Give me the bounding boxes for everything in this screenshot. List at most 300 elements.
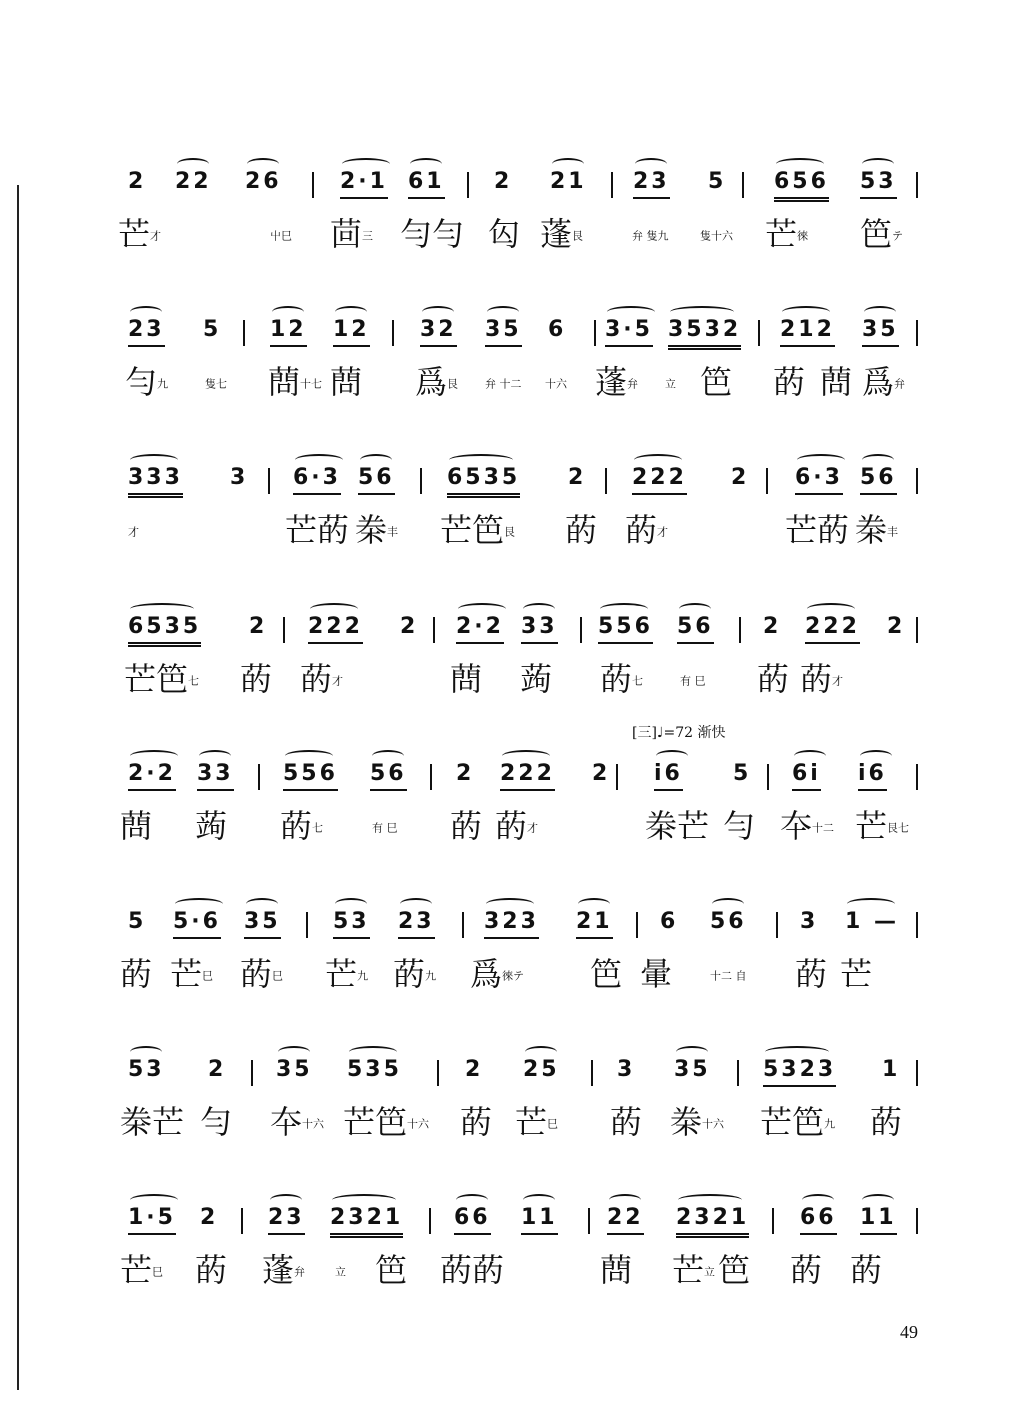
- tablature-glyph: 菂: [565, 511, 598, 549]
- slur-mark: [456, 1194, 488, 1206]
- tablature-glyph: 蔄: [120, 807, 153, 845]
- slur-mark: [372, 750, 404, 762]
- barline: [739, 617, 741, 643]
- tablature-glyph: 菂: [850, 1251, 883, 1289]
- jianpu-note: 2·2: [456, 613, 504, 644]
- slur-mark: [130, 603, 194, 615]
- tablature-character: [195, 1250, 227, 1293]
- tablature-character: [515, 1102, 558, 1145]
- jianpu-note: 2: [208, 1057, 227, 1082]
- barline: [916, 1060, 918, 1086]
- tablature-character: [118, 214, 161, 257]
- slur-mark: [807, 603, 855, 615]
- slur-mark: [862, 454, 894, 466]
- tablature-glyph: 菂: [600, 660, 633, 698]
- slur-mark: [765, 1046, 829, 1058]
- tablature-glyph: 菂: [795, 955, 828, 993]
- slur-mark: [678, 1194, 742, 1206]
- jianpu-note: 2: [568, 465, 587, 490]
- tablature-annotation: 巳: [152, 1265, 164, 1279]
- tablature-character: [757, 659, 789, 702]
- page-number: 49: [900, 1322, 918, 1342]
- slur-mark: [410, 158, 442, 170]
- barline: [437, 1060, 439, 1086]
- slur-mark: [782, 306, 830, 318]
- tablature-glyph: 菂: [280, 807, 313, 845]
- tablature-character: [200, 1102, 232, 1145]
- barline: [462, 912, 464, 938]
- slur-mark: [335, 306, 367, 318]
- tablature-annotation: 十二: [812, 821, 835, 835]
- tablature-character: [780, 806, 834, 849]
- jianpu-note: 35: [244, 908, 281, 939]
- tablature-annotation: 弁 十二: [485, 377, 522, 391]
- tablature-character: [632, 214, 669, 257]
- tablature-character: [760, 1102, 835, 1145]
- tablature-character: [440, 510, 515, 553]
- jianpu-note: 5: [733, 761, 752, 786]
- jianpu-note: 26: [245, 169, 282, 194]
- tablature-glyph: 爲: [415, 363, 448, 401]
- tablature-glyph: 菂: [625, 511, 658, 549]
- jianpu-note: 11: [860, 1204, 897, 1235]
- tablature-annotation: 丰: [887, 525, 899, 539]
- jianpu-note: 21: [576, 908, 613, 939]
- jianpu-note: 1: [882, 1057, 901, 1082]
- jianpu-note: 5: [708, 169, 727, 194]
- tablature-annotation: 隻七: [205, 377, 227, 391]
- slur-mark: [860, 750, 892, 762]
- slur-mark: [177, 158, 209, 170]
- tablature-annotation: 徠テ: [502, 969, 525, 983]
- jianpu-note: 1 —: [845, 909, 899, 934]
- tablature-annotation: 艮七: [887, 821, 910, 835]
- jianpu-note: 222: [308, 613, 363, 644]
- tablature-character: [700, 214, 733, 257]
- jianpu-note: 212: [780, 316, 835, 347]
- jianpu-note: 556: [598, 613, 653, 644]
- jianpu-note: 3: [800, 909, 819, 934]
- barline: [588, 1208, 590, 1234]
- jianpu-note: 22: [607, 1204, 644, 1235]
- tablature-character: [860, 214, 903, 257]
- tablature-character: [125, 362, 168, 405]
- tablature-glyph: 菂: [460, 1103, 493, 1141]
- tablature-glyph: 桊: [670, 1103, 703, 1141]
- jianpu-note: 2: [465, 1057, 484, 1082]
- slur-mark: [247, 158, 279, 170]
- tablature-glyph: 芒: [840, 955, 873, 993]
- jianpu-note: 33: [521, 613, 558, 644]
- jianpu-note: 2: [887, 614, 906, 639]
- tablature-annotation: 立: [335, 1265, 346, 1279]
- slur-mark: [523, 603, 555, 615]
- barline: [772, 1208, 774, 1234]
- barline: [742, 172, 744, 198]
- slur-mark: [635, 158, 667, 170]
- tablature-annotation: 七: [312, 821, 324, 835]
- tablature-glyph: 芒笆: [124, 660, 189, 698]
- slur-mark: [502, 750, 550, 762]
- tablature-character: [795, 954, 827, 997]
- slur-mark: [862, 1194, 894, 1206]
- jianpu-note: 333: [128, 464, 183, 498]
- barline: [268, 468, 270, 494]
- slur-mark: [130, 1046, 162, 1058]
- slur-mark: [864, 306, 896, 318]
- tablature-glyph: 菂: [495, 807, 528, 845]
- jianpu-note: 56: [860, 464, 897, 495]
- jianpu-note: 6: [548, 317, 567, 342]
- tablature-character: [124, 659, 199, 702]
- tablature-glyph: 笆: [375, 1251, 408, 1289]
- tablature-glyph: 爲: [470, 955, 503, 993]
- tablature-glyph: 暈: [640, 955, 673, 993]
- tablature-glyph: 匃: [488, 215, 521, 253]
- slur-mark: [847, 898, 895, 910]
- slur-mark: [400, 898, 432, 910]
- tablature-character: [170, 954, 213, 997]
- tablature-glyph: 蔄: [820, 363, 853, 401]
- tablature-annotation: 弁 隻九: [632, 229, 669, 243]
- tablature-character: [785, 510, 849, 553]
- tablature-character: [800, 659, 843, 702]
- tablature-character: [270, 214, 292, 257]
- tablature-glyph: 茴: [330, 215, 363, 253]
- tablature-character: [440, 1250, 504, 1293]
- tablature-annotation: 艮: [572, 229, 584, 243]
- tablature-character: [590, 954, 622, 997]
- tablature-annotation: 才: [527, 821, 539, 835]
- jianpu-note: 5: [128, 909, 147, 934]
- tablature-character: [710, 954, 747, 997]
- tablature-annotation: 七: [188, 674, 200, 688]
- jianzipu-tablature-line: [0, 1102, 1030, 1152]
- tablature-annotation: 有 巳: [680, 674, 706, 688]
- score-system: [0, 1056, 1030, 1176]
- barline: [737, 1060, 739, 1086]
- jianpu-note: 2: [200, 1205, 219, 1230]
- tablature-glyph: 菂菂: [440, 1251, 505, 1289]
- tempo-marking: [三]♩=72 渐快: [632, 725, 726, 741]
- jianpu-note: 222: [632, 464, 687, 495]
- jianpu-note: 5·6: [173, 908, 221, 939]
- slur-mark: [712, 898, 744, 910]
- jianzipu-tablature-line: [0, 806, 1030, 856]
- jianpu-note: 53: [333, 908, 370, 939]
- jianpu-note: 222: [805, 613, 860, 644]
- jianpu-note: 6: [660, 909, 679, 934]
- tablature-annotation: 十六: [702, 1117, 725, 1131]
- tablature-character: [718, 1250, 750, 1293]
- tablature-glyph: 芒菂: [785, 511, 850, 549]
- slur-mark: [335, 898, 367, 910]
- barline: [392, 320, 394, 346]
- tablature-glyph: 蔄: [330, 363, 363, 401]
- tablature-glyph: 桊芒: [645, 807, 710, 845]
- slur-mark: [270, 1194, 302, 1206]
- jianpu-note: 61: [408, 168, 445, 199]
- jianzipu-tablature-line: [0, 659, 1030, 709]
- barline: [430, 764, 432, 790]
- jianpu-note: 12: [270, 316, 307, 347]
- slur-mark: [278, 1046, 310, 1058]
- tablature-annotation: 十六: [545, 377, 567, 391]
- tablature-character: [488, 214, 520, 257]
- tablature-annotation: 巳: [272, 969, 284, 983]
- jianpu-note: 6535: [128, 613, 201, 647]
- tablature-annotation: 弁: [294, 1265, 306, 1279]
- slur-mark: [458, 603, 506, 615]
- barline: [306, 912, 308, 938]
- jianpu-note: 2: [128, 169, 147, 194]
- jianpu-note: 23: [128, 316, 165, 347]
- tablature-glyph: 蓬: [540, 215, 573, 253]
- jianpu-note: 2321: [330, 1204, 403, 1238]
- tablature-glyph: 笆: [718, 1251, 751, 1289]
- slur-mark: [295, 454, 343, 466]
- tablature-glyph: 勻: [723, 807, 756, 845]
- tablature-character: [840, 954, 872, 997]
- jianzipu-tablature-line: [0, 510, 1030, 560]
- tablature-annotation: 弁: [894, 377, 906, 391]
- jianpu-note: 23: [398, 908, 435, 939]
- slur-mark: [609, 1194, 641, 1206]
- tablature-glyph: 蒟: [195, 807, 228, 845]
- tablature-character: [565, 510, 597, 553]
- tablature-glyph: 笆: [860, 215, 893, 253]
- tablature-character: [355, 510, 398, 553]
- tablature-character: [495, 806, 538, 849]
- jianpu-note: 32: [420, 316, 457, 347]
- jianpu-note: 35: [862, 316, 899, 347]
- jianpu-note: 323: [484, 908, 539, 939]
- tablature-character: [470, 954, 524, 997]
- jianpu-note: 535: [347, 1057, 402, 1082]
- barline: [258, 764, 260, 790]
- barline: [429, 1208, 431, 1234]
- tablature-glyph: 桊芒: [120, 1103, 185, 1141]
- tablature-character: [120, 806, 152, 849]
- tablature-character: [862, 362, 905, 405]
- jianpu-note: 2: [456, 761, 475, 786]
- tablature-character: [128, 510, 139, 553]
- jianzipu-tablature-line: [0, 214, 1030, 264]
- jianpu-note: 22: [175, 169, 212, 194]
- tablature-character: [372, 806, 398, 849]
- tablature-annotation: 丰: [387, 525, 399, 539]
- barline: [605, 468, 607, 494]
- tablature-character: [723, 806, 755, 849]
- slur-mark: [332, 1194, 396, 1206]
- slur-mark: [676, 1046, 708, 1058]
- slur-mark: [422, 306, 454, 318]
- tablature-glyph: 芒: [325, 955, 358, 993]
- jianpu-note: i6: [654, 760, 683, 791]
- slur-mark: [310, 603, 358, 615]
- tablature-character: [595, 362, 638, 405]
- slur-mark: [130, 1194, 178, 1206]
- jianpu-note: 6535: [447, 464, 520, 498]
- slur-mark: [130, 306, 162, 318]
- slur-mark: [487, 306, 519, 318]
- tablature-annotation: 九: [357, 969, 369, 983]
- tablature-character: [640, 954, 672, 997]
- tablature-annotation: 十七: [300, 377, 323, 391]
- jianpu-note: 222: [500, 760, 555, 791]
- tablature-character: [855, 806, 909, 849]
- tablature-glyph: 芒: [170, 955, 203, 993]
- slur-mark: [175, 898, 223, 910]
- tablature-glyph: 蔄: [268, 363, 301, 401]
- tablature-glyph: 芒菂: [285, 511, 350, 549]
- slur-mark: [578, 898, 610, 910]
- score-system: [0, 760, 1030, 880]
- tablature-annotation: 九: [157, 377, 169, 391]
- tablature-glyph: 菂: [195, 1251, 228, 1289]
- jianpu-note: 556: [283, 760, 338, 791]
- tablature-character: [120, 954, 152, 997]
- tablature-glyph: 菂: [757, 660, 790, 698]
- tablature-glyph: 芒: [672, 1251, 705, 1289]
- slur-mark: [552, 158, 584, 170]
- jianzipu-tablature-line: [0, 1250, 1030, 1300]
- tablature-glyph: 笆: [590, 955, 623, 993]
- tablature-character: [545, 362, 567, 405]
- jianpu-note: 21: [550, 169, 587, 194]
- jianpu-note: 2: [400, 614, 419, 639]
- tablature-annotation: 屮巳: [270, 229, 292, 243]
- tablature-annotation: 十六: [407, 1117, 430, 1131]
- jianpu-note: 2321: [676, 1204, 749, 1238]
- slur-mark: [862, 158, 894, 170]
- tablature-character: [120, 1102, 184, 1145]
- tablature-character: [393, 954, 436, 997]
- tablature-glyph: 爲: [862, 363, 895, 401]
- score-system: [0, 908, 1030, 1028]
- barline: [758, 320, 760, 346]
- jianpu-note: 3532: [668, 316, 741, 350]
- jianpu-note: 53: [128, 1057, 165, 1082]
- tablature-character: [773, 362, 805, 405]
- tablature-annotation: 艮: [447, 377, 459, 391]
- tablature-character: [343, 1102, 429, 1145]
- slur-mark: [794, 750, 826, 762]
- tablature-character: [450, 659, 482, 702]
- jianpu-note: 2: [249, 614, 268, 639]
- barline: [636, 912, 638, 938]
- jianpu-note: 56: [677, 613, 714, 644]
- barline: [467, 172, 469, 198]
- tablature-glyph: 菂: [300, 660, 333, 698]
- jianpu-note: 35: [674, 1057, 711, 1082]
- barline: [594, 320, 596, 346]
- barline: [776, 912, 778, 938]
- slur-mark: [634, 454, 682, 466]
- score-system: [0, 168, 1030, 288]
- tablature-character: [765, 214, 808, 257]
- tablature-character: [870, 1102, 902, 1145]
- slur-mark: [797, 454, 845, 466]
- tablature-annotation: 才: [332, 674, 344, 688]
- tablature-character: [325, 954, 368, 997]
- tablature-glyph: 勻: [200, 1103, 233, 1141]
- barline: [916, 1208, 918, 1234]
- tablature-glyph: 芒: [855, 807, 888, 845]
- tablature-glyph: 蒟: [520, 660, 553, 698]
- tablature-character: [610, 1102, 642, 1145]
- tablature-annotation: 才: [832, 674, 844, 688]
- tablature-annotation: 九: [425, 969, 437, 983]
- tablature-glyph: 菂: [773, 363, 806, 401]
- jianpu-note: 2: [731, 465, 750, 490]
- tablature-glyph: 蔄: [450, 660, 483, 698]
- slur-mark: [600, 603, 648, 615]
- jianpu-note: 12: [333, 316, 370, 347]
- tablature-glyph: 芒: [515, 1103, 548, 1141]
- tablature-character: [240, 659, 272, 702]
- tablature-glyph: 蔄: [600, 1251, 633, 1289]
- tablature-character: [670, 1102, 724, 1145]
- slur-mark: [607, 306, 655, 318]
- barline: [580, 617, 582, 643]
- barline: [767, 764, 769, 790]
- tablature-annotation: 十六: [302, 1117, 325, 1131]
- slur-mark: [130, 454, 178, 466]
- jianpu-note: 2: [763, 614, 782, 639]
- barline: [283, 617, 285, 643]
- tablature-annotation: 有 巳: [372, 821, 398, 835]
- jianpu-note: 66: [454, 1204, 491, 1235]
- tablature-annotation: 才: [150, 229, 162, 243]
- tablature-character: [400, 214, 464, 257]
- tablature-glyph: 勻勻: [400, 215, 465, 253]
- tablature-character: [600, 1250, 632, 1293]
- tablature-character: [460, 1102, 492, 1145]
- tablature-character: [330, 214, 373, 257]
- barline: [916, 468, 918, 494]
- tablature-character: [665, 362, 676, 405]
- tablature-glyph: 蓬: [595, 363, 628, 401]
- jianpu-note: i6: [858, 760, 887, 791]
- slur-mark: [486, 898, 534, 910]
- tablature-glyph: 菂: [240, 955, 273, 993]
- slur-mark: [285, 750, 333, 762]
- tablature-annotation: 才: [657, 525, 669, 539]
- tablature-annotation: 三: [362, 229, 374, 243]
- barline: [766, 468, 768, 494]
- tablature-annotation: 立: [665, 377, 676, 391]
- tablature-glyph: 菂: [800, 660, 833, 698]
- barline: [916, 320, 918, 346]
- tablature-character: [600, 659, 643, 702]
- tablature-glyph: 芒笆: [440, 511, 505, 549]
- barline: [312, 172, 314, 198]
- barline: [420, 468, 422, 494]
- barline: [433, 617, 435, 643]
- tablature-character: [270, 1102, 324, 1145]
- tablature-glyph: 芒笆: [343, 1103, 408, 1141]
- barline: [243, 320, 245, 346]
- tablature-character: [268, 362, 322, 405]
- jianpu-note: 53: [860, 168, 897, 199]
- slur-mark: [246, 898, 278, 910]
- jianpu-note: 5323: [763, 1056, 836, 1087]
- barline: [241, 1208, 243, 1234]
- jianpu-note: 56: [370, 760, 407, 791]
- slur-mark: [272, 306, 304, 318]
- tablature-glyph: 菂: [393, 955, 426, 993]
